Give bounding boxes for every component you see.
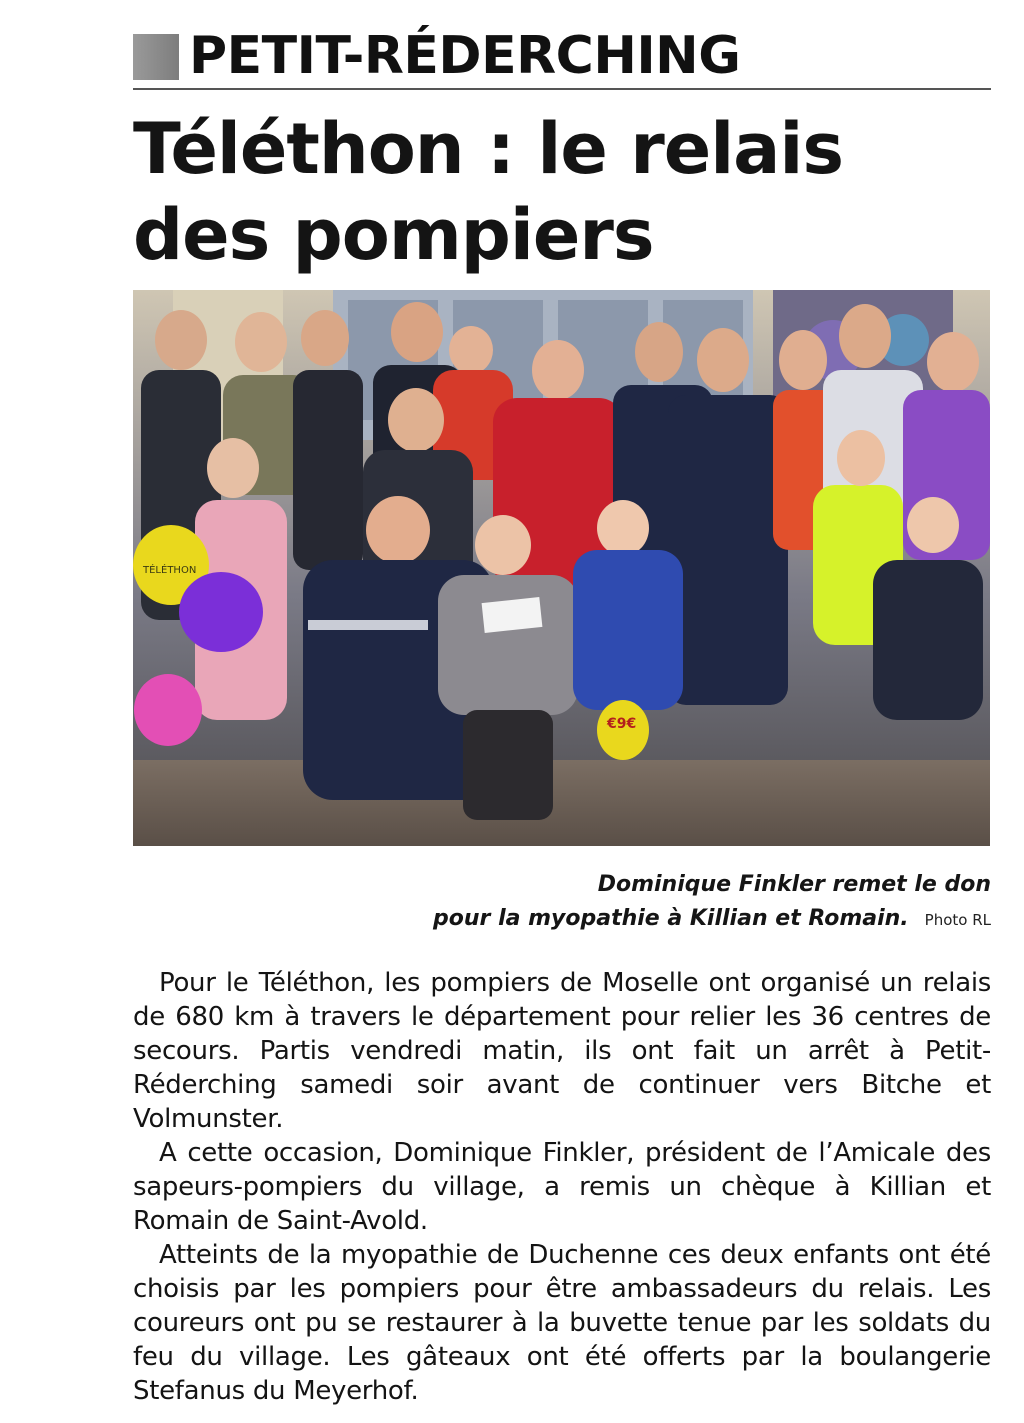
section-rubric xyxy=(133,26,991,90)
group-photo-illustration xyxy=(133,290,990,846)
cheque xyxy=(482,597,543,633)
photo-caption xyxy=(133,868,991,937)
section-title: PETIT-RÉDERCHING xyxy=(189,26,741,86)
headline-line-1: Téléthon : le relais xyxy=(133,108,844,190)
balloon-small-text: €9€ xyxy=(607,716,637,732)
caption-line-2-wrapper xyxy=(133,902,991,937)
photo-credit: Photo RL xyxy=(924,911,991,929)
article-body xyxy=(133,966,991,1408)
article-paragraph-3: Atteints de la myopathie de Duchenne ces deux enfants ont été choisis par les pompiers pour être ambassadeurs du relais. Les coureurs ont pu se restaurer à la buvette tenue par les soldats du feu du village. Les gâteaux ont été offerts par la boulangerie Stefanus du Meyerhof. xyxy=(133,1240,991,1406)
headline-line-2: des pompiers xyxy=(133,194,654,276)
article-paragraph-2: A cette occasion, Dominique Finkler, président de l’Amicale des sapeurs-pompiers du village, a remis un chèque à Killian et Romain de Saint-Avold. xyxy=(133,1138,991,1236)
caption-line-1: Dominique Finkler remet le don xyxy=(597,872,991,897)
article-headline xyxy=(133,106,993,278)
article-paragraph-1: Pour le Téléthon, les pompiers de Moselle ont organisé un relais de 680 km à travers le département pour relier les 36 centres de secours. Partis vendredi matin, ils ont fait un arrêt à Petit-Réderching samedi soir avant de continuer vers Bitche et Volmunster. xyxy=(133,968,991,1134)
caption-line-2: pour la myopathie à Killian et Romain. xyxy=(433,906,909,931)
rubric-marker-square xyxy=(133,34,179,80)
group-photo xyxy=(133,290,990,846)
balloon-yellow-text: TÉLÉTHON xyxy=(143,565,197,576)
